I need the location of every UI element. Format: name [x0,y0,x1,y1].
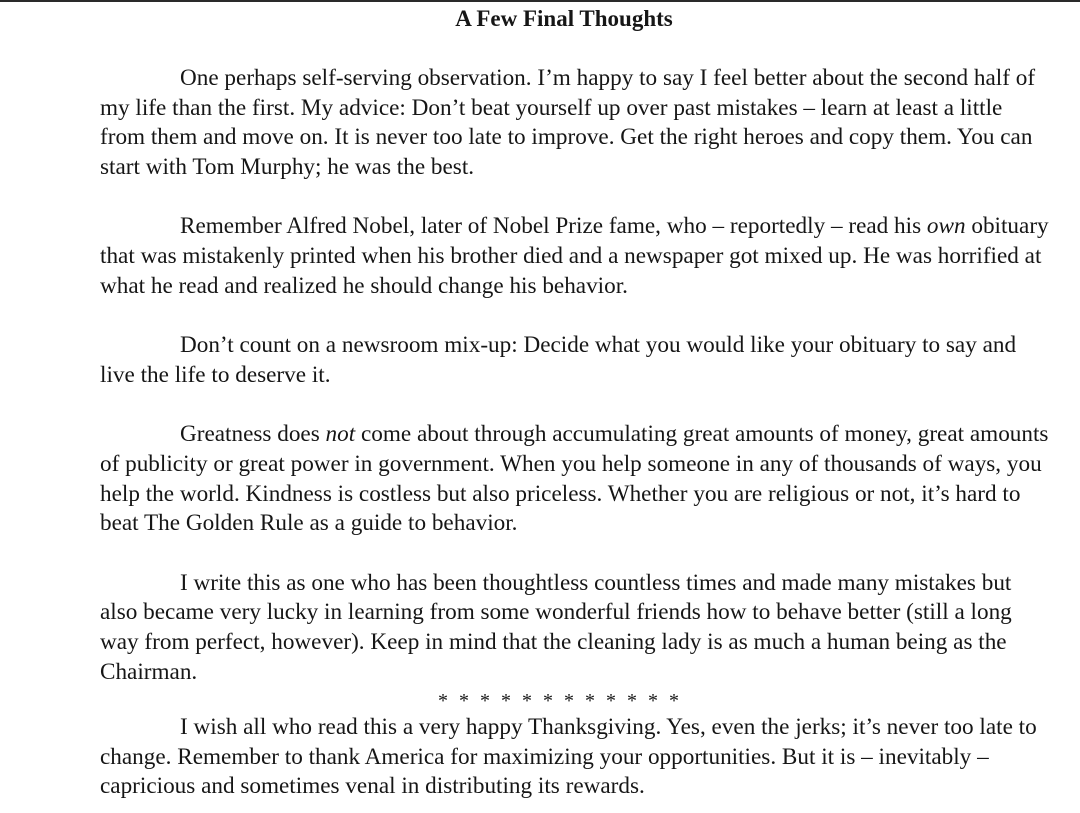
text-line: what he read and realized he should change his behavior. [100,272,628,299]
text-line: Don’t count on a newsroom mix-up: Decide what you would like your obituary to say and [180,332,1017,359]
text-line: also became very lucky in learning from some wonderful friends how to behave better (still a long [100,599,1012,626]
paragraph-gap [20,182,1070,212]
document-title: A Few Final Thoughts [455,6,673,31]
paragraph-gap [20,390,1070,420]
text-line [20,212,1070,242]
text-line: capricious and sometimes venal in distributing its rewards. [100,773,645,800]
text-line: start with Tom Murphy; he was the best. [100,153,475,180]
emphasis-own: own [926,213,966,240]
section-separator: * * * * * * * * * * * * [438,690,682,713]
top-border-line [0,0,1080,2]
text-line: Chairman. [100,658,198,685]
text-line: I write this as one who has been thoughtless countless times and made many mistakes but [180,569,1012,596]
text-line: way from perfect, however). Keep in mind that the cleaning lady is as much a human being as the [100,628,1007,655]
paragraph-4 [20,420,1070,538]
paragraph-6 [20,713,1070,802]
paragraph-gap [20,301,1070,331]
text-line: change. Remember to thank America for maximizing your opportunities. But it is – inevitably – [100,743,989,770]
text-run: come about through accumulating great amounts of money, great amounts [355,421,1049,448]
text-run: Remember Alfred Nobel, later of Nobel Prize fame, who – reportedly – read his [180,213,927,240]
paragraph-gap [20,539,1070,569]
text-line: from them and move on. It is never too late to improve. Get the right heroes and copy them. You can [100,124,1033,151]
paragraph-1 [20,64,1070,182]
text-line: beat The Golden Rule as a guide to behavior. [100,510,518,537]
text-line [20,420,1070,450]
text-line: help the world. Kindness is costless but also priceless. Whether you are religious or not, it’s hard to [100,480,1021,507]
emphasis-not: not [325,421,356,448]
paragraph-2 [20,212,1070,301]
text-line: of publicity or great power in government. When you help someone in any of thousands of ways, you [100,450,1042,477]
paragraph-5 [20,569,1070,687]
text-run: obituary [965,213,1049,240]
text-line: One perhaps self-serving observation. I’m happy to say I feel better about the second half of [180,65,1036,91]
text-line: I wish all who read this a very happy Thanksgiving. Yes, even the jerks; it’s never too late to [180,714,1037,741]
text-line: that was mistakenly printed when his brother died and a newspaper got mixed up. He was horrified at [100,242,1042,269]
paragraph-3 [20,331,1070,390]
document-page [20,4,1070,802]
text-line: live the life to deserve it. [100,361,331,388]
text-run: Greatness does [180,421,326,448]
text-line: my life than the first. My advice: Don’t beat yourself up over past mistakes – learn at least a little [100,94,1003,121]
